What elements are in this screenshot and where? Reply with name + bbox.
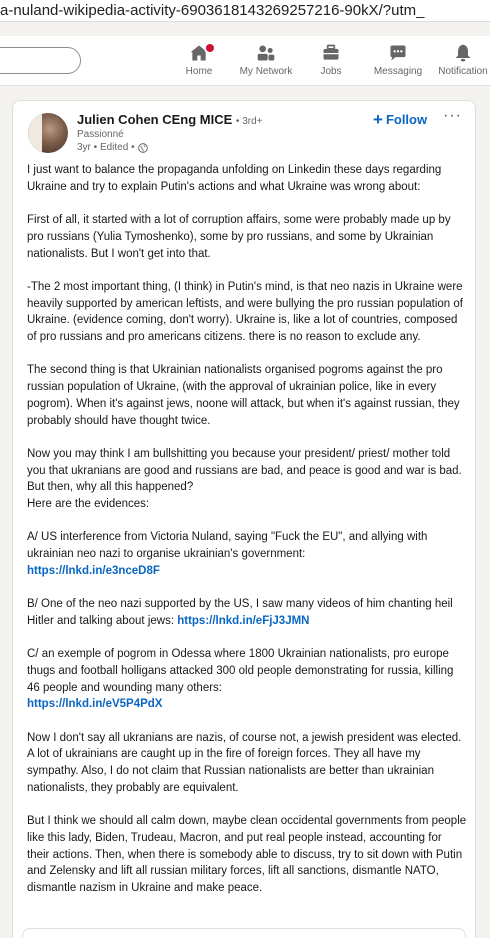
post-paragraph: First of all, it started with a lot of corruption affairs, some were probably made up by pro russians (Yulia Tymoshenko), some by pro russians, and some by Ukrainian nationalists. But I won't get into that. [27, 214, 451, 260]
nav-messaging-label: Messaging [373, 66, 423, 77]
plus-icon: + [373, 109, 383, 129]
post-paragraph [27, 446, 467, 513]
post-card [12, 100, 476, 938]
evidence-b-text: B/ One of the neo nazi supported by the US, I saw many videos of him chanting heil Hitler and talking about jews: [27, 598, 453, 627]
evidence-c [27, 646, 467, 713]
nav-jobs-label: Jobs [320, 66, 342, 77]
evidence-a-link[interactable]: https://lnkd.in/e3nceD8F [27, 564, 160, 577]
nav-home-label: Home [185, 66, 213, 77]
post-timestamp-text: 3yr • Edited • [77, 142, 135, 153]
nav-my-network-label: My Network [239, 66, 293, 77]
url-text: a-nuland-wikipedia-activity-6903618143269257216-90kX/?utm_ [0, 2, 425, 19]
messaging-icon [388, 43, 408, 63]
author-headline: Passionné [77, 129, 124, 140]
post-paragraph: Now I don't say all ukranians are nazis, of course not, a jewish president was elected. A lot of ukrainians are caught up in the fire of foreign forces. They all have my sympathy. Also, I do not claim that Russian nationalists are better than ukrainian nationalists, they probably are equivalent. [27, 731, 462, 794]
post-paragraph: But I think we should all calm down, maybe clean occidental governments from people like this lady, Biden, Trudeau, Macron, and put real people instead, accounting for their actions. Then, when there is somebody able to discuss, try to sit down with Putin and Zelensky and lift all russian military forces, lift all sanctions, dismantle NATO, dismantle nazism in Ukraine and make peace. [27, 815, 467, 895]
evidence-a [27, 529, 467, 579]
next-post-card [22, 928, 466, 938]
nav-notifications[interactable] [428, 42, 490, 86]
nav-my-network[interactable] [231, 42, 301, 86]
connection-degree: • 3rd+ [235, 116, 263, 127]
post-paragraph: -The 2 most important thing, (I think) in Putin's mind, is that neo nazis in Ukraine were heavily supported by american leftists, and were bullying the pro russian population of Ukraine. (evidence coming, don't worry). Ukraine is, like a lot of countries, composed of pro russians and pro americans citizens. there is no reason to exclude any. [27, 280, 463, 343]
evidence-b-link[interactable]: https://lnkd.in/eFjJ3JMN [177, 614, 310, 627]
nav-home[interactable] [164, 42, 234, 86]
nav-messaging[interactable] [363, 42, 433, 86]
follow-label: Follow [385, 111, 428, 127]
post-timestamp [77, 142, 148, 153]
author-name-line[interactable] [77, 112, 263, 127]
post-paragraph-text: Here are the evidences: [27, 498, 150, 510]
avatar[interactable] [28, 113, 68, 153]
evidence-c-link[interactable]: https://lnkd.in/eV5P4PdX [27, 698, 163, 711]
post-body [27, 162, 467, 913]
search-input[interactable] [0, 47, 81, 74]
globe-icon [138, 143, 148, 153]
network-icon [256, 43, 276, 63]
author-name[interactable]: Julien Cohen CEng MICE [77, 112, 233, 127]
evidence-b [27, 596, 467, 629]
browser-url-bar[interactable] [0, 0, 490, 22]
briefcase-icon [321, 43, 341, 63]
evidence-a-text: A/ US interference from Victoria Nuland, saying "Fuck the EU", and allying with ukrainian neo nazi to organise ukrainian's government: [27, 531, 428, 561]
more-options-icon[interactable]: ··· [443, 107, 462, 124]
post-paragraph: I just want to balance the propaganda unfolding on Linkedin these days regarding Ukraine and try to explain Putin's actions and what Ukraine was wrong about: [27, 164, 442, 193]
top-navbar [0, 36, 490, 86]
follow-button[interactable] [373, 110, 427, 128]
post-paragraph-text: Now you may think I am bullshitting you because your president/ priest/ mother told you that ukranians are good and russians are bad, and peace is good and war is bad. But then, why all this happened? [27, 447, 462, 494]
nav-notifications-label: Notification [438, 66, 488, 77]
post-paragraph: The second thing is that Ukrainian nationalists organised pogroms against the pro russian population of Ukraine, (with the approval of ukrainian police, like in every pogrom). When it's against jews, noone will attack, but when it's against russian, they probably should have thought twice. [27, 364, 460, 427]
bell-icon [453, 43, 473, 63]
evidence-c-text: C/ an exemple of pogrom in Odessa where 1800 Ukrainian nationalists, pro europe thugs and football holligans attacked 300 old people demonstrating for russia, killing 46 people and wounding many others: [27, 648, 454, 694]
notification-badge [204, 42, 216, 54]
nav-jobs[interactable] [296, 42, 366, 86]
